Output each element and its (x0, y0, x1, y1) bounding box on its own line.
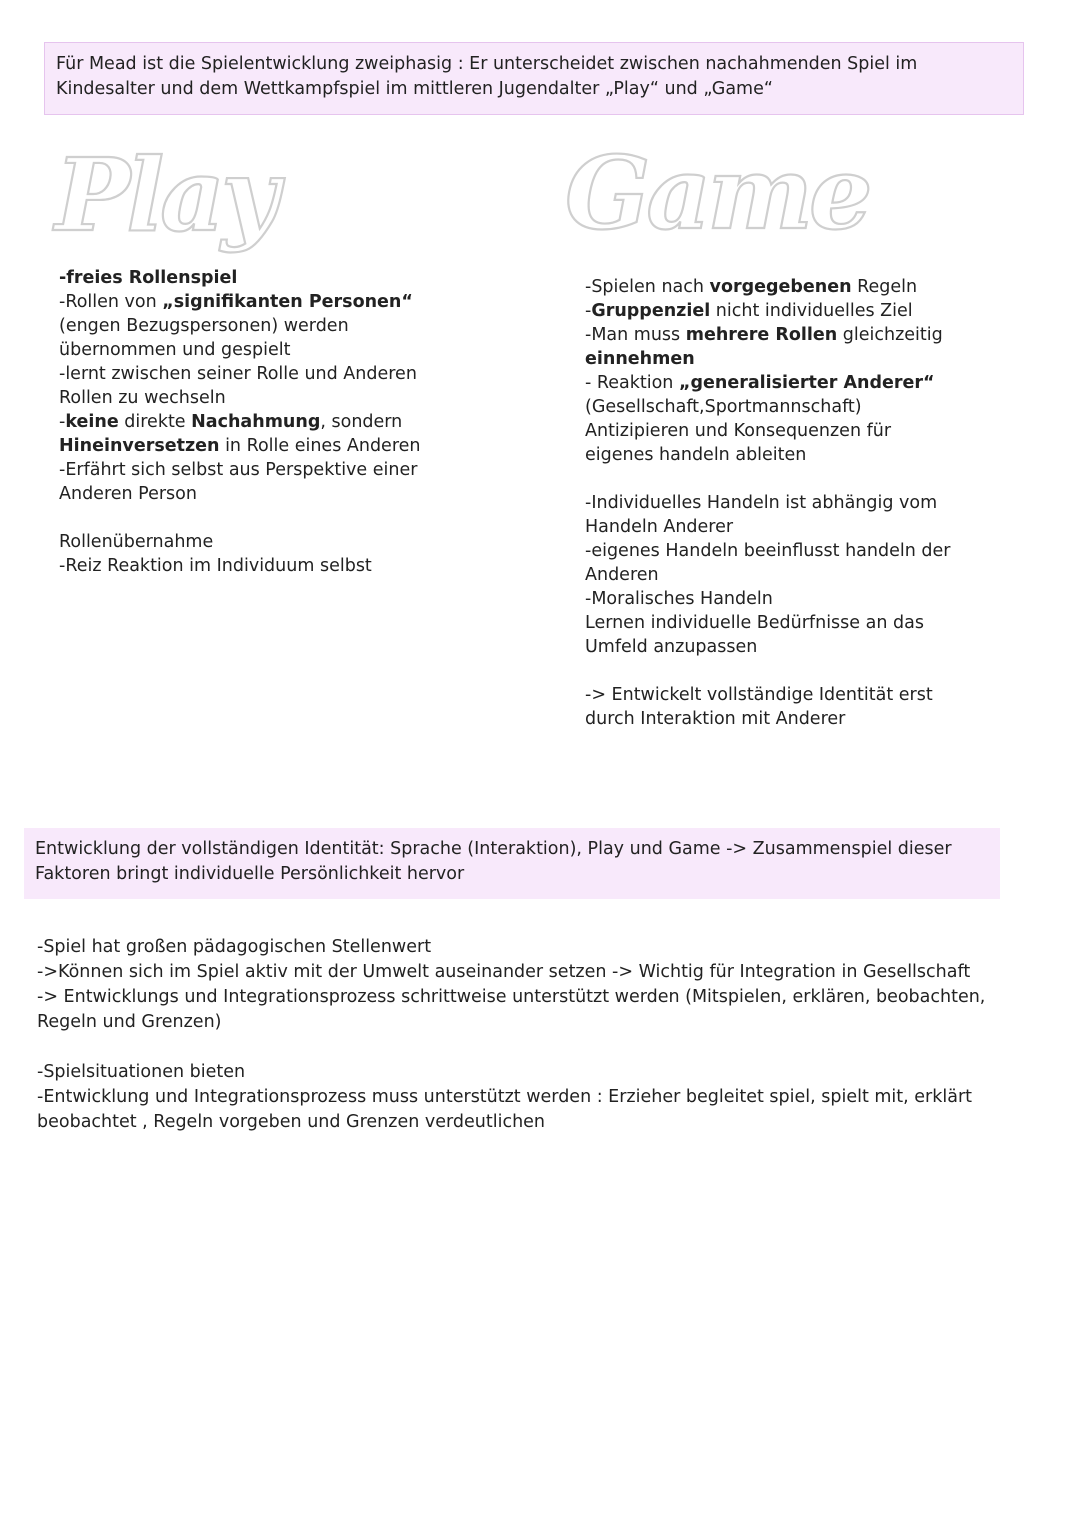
spacer (585, 467, 955, 491)
game-line-bold: mehrere Rollen (685, 325, 838, 345)
bottom-notes (37, 935, 1047, 1135)
play-line: -Erfährt sich selbst aus Perspektive einer Anderen Person (59, 460, 418, 504)
game-column (585, 275, 955, 731)
intro-text: Für Mead ist die Spielentwicklung zweiphasig : Er unterscheidet zwischen nachahmenden Spiel im Kindesalter und dem Wettkampfspiel im mittleren Jugendalter „Play“ und „Game“ (56, 54, 918, 99)
play-line: -lernt zwischen seiner Rolle und Anderen Rollen zu wechseln (59, 364, 417, 408)
play-line-text: , sondern (320, 412, 403, 432)
game-line: -> Entwickelt vollständige Identität erst durch Interaktion mit Anderer (585, 685, 933, 729)
game-line (585, 299, 955, 323)
game-line-text: Regeln (851, 277, 918, 297)
game-line: -eigenes Handeln beeinflusst handeln der Anderen (585, 541, 951, 585)
spacer (37, 1035, 1047, 1060)
spacer (59, 506, 439, 530)
note-line: -> Entwicklungs und Integrationsprozess schrittweise unterstützt werden (Mitspielen, erklären, beobachten, Regeln und Grenzen) (37, 987, 986, 1032)
play-line (59, 290, 439, 362)
intro-box (44, 42, 1024, 115)
game-line (585, 371, 955, 467)
play-line-bold: „signifikanten Personen“ (162, 292, 413, 312)
play-column (59, 266, 439, 578)
play-line-text: -freies Rollenspiel (59, 268, 238, 288)
play-title: Play (55, 136, 276, 254)
spacer (585, 659, 955, 683)
play-line-bold: keine (65, 412, 119, 432)
game-line-text: -Man muss (585, 325, 686, 345)
identity-box (24, 828, 1000, 899)
note-line: -Spiel hat großen pädagogischen Stellenwert (37, 937, 432, 957)
game-line-bold: einnehmen (585, 349, 695, 369)
game-line (585, 275, 955, 299)
play-line: -Reiz Reaktion im Individuum selbst (59, 556, 372, 576)
game-line-bold: „generalisierter Anderer“ (678, 373, 935, 393)
game-line-text: nicht individuelles Ziel (710, 301, 913, 321)
play-line: Rollenübernahme (59, 532, 214, 552)
play-line-text: -Rollen von (59, 292, 163, 312)
note-line: -Entwicklung und Integrationsprozess muss unterstützt werden : Erzieher begleitet spiel, spielt mit, erklärt beobachtet , Regeln vorgeben und Grenzen verdeutlichen (37, 1087, 973, 1132)
game-line-text: gleichzeitig (837, 325, 943, 345)
game-line-text: -Spielen nach (585, 277, 710, 297)
play-line (59, 266, 439, 290)
play-line-text: in Rolle eines Anderen (219, 436, 421, 456)
play-line-bold: Nachahmung (191, 412, 321, 432)
play-line-text: - (59, 412, 66, 432)
game-line-text: (Gesellschaft,Sportmannschaft) Antizipieren und Konsequenzen für eigenes handeln ableiten (585, 397, 892, 465)
game-line-text: - Reaktion (585, 373, 679, 393)
identity-text: Entwicklung der vollständigen Identität: Sprache (Interaktion), Play und Game -> Zusammenspiel dieser Faktoren bringt individuelle Persönlichkeit hervor (35, 839, 952, 884)
game-title: Game (565, 134, 869, 252)
play-line-text: direkte (118, 412, 192, 432)
note-line: ->Können sich im Spiel aktiv mit der Umwelt auseinander setzen -> Wichtig für Integration in Gesellschaft (37, 962, 971, 982)
play-line-bold: Hineinversetzen (59, 436, 220, 456)
game-line-bold: Gruppenziel (591, 301, 711, 321)
game-line (585, 323, 955, 371)
game-line: -Individuelles Handeln ist abhängig vom Handeln Anderer (585, 493, 938, 537)
game-line: Lernen individuelle Bedürfnisse an das Umfeld anzupassen (585, 613, 924, 657)
game-line: -Moralisches Handeln (585, 589, 773, 609)
play-line-text: (engen Bezugspersonen) werden übernommen und gespielt (59, 316, 349, 360)
game-line-text: - (585, 301, 592, 321)
game-line-bold: vorgegebenen (709, 277, 852, 297)
note-line: -Spielsituationen bieten (37, 1062, 246, 1082)
play-line (59, 410, 439, 458)
